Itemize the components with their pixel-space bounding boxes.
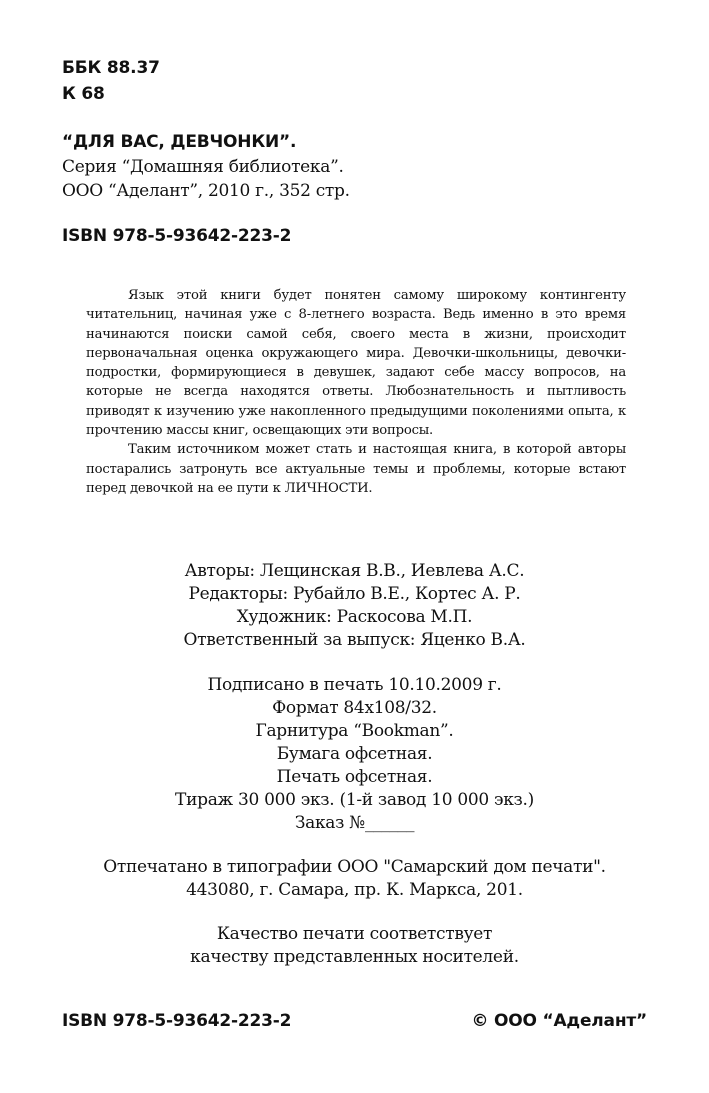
printer-line: Отпечатано в типографии ООО "Самарский дом печати". <box>103 857 606 877</box>
responsible-line: Ответственный за выпуск: Яценко В.А. <box>183 630 526 650</box>
copyright: © ООО “Аделант” <box>471 1011 647 1031</box>
order-line: Заказ №______ <box>294 813 415 833</box>
publisher-line: ООО “Аделант”, 2010 г., 352 стр. <box>62 181 350 201</box>
editors-line: Редакторы: Рубайло В.Е., Кортес А. Р. <box>188 584 521 604</box>
format-line: Формат 84x108/32. <box>272 698 437 718</box>
annotation <box>86 286 626 498</box>
book-title: “ДЛЯ ВАС, ДЕВЧОНКИ”. <box>62 132 297 152</box>
isbn-top: ISBN 978-5-93642-223-2 <box>62 226 292 246</box>
series-line: Серия “Домашняя библиотека”. <box>62 157 344 177</box>
quality-line-1: Качество печати соответствует <box>216 924 493 944</box>
bbk-code: ББК 88.37 <box>62 58 160 78</box>
signed-line: Подписано в печать 10.10.2009 г. <box>207 675 502 695</box>
author-mark: К 68 <box>62 84 105 104</box>
annotation-paragraph: Таким источником может стать и настоящая книга, в которой авторы постарались затронуть все актуальные темы и проблемы, которые встают перед девочкой на ее пути к ЛИЧНОСТИ. <box>86 442 626 496</box>
annotation-paragraph: Язык этой книги будет понятен самому широкому контингенту читательниц, начиная уже с 8-летнего возраста. Ведь именно в это время начинаются поиски самой себя, своего места в жизни, происходит первоначальная оценка окружающего мира. Девочки-школьницы, девочки-подростки, формирующиеся в девушек, задают себе массу вопросов, на которые не всегда находятся ответы. Любознательность и пытливость приводят к изучению уже накопленного предыдущими поколениями опыта, к прочтению массы книг, освещающих эти вопросы. <box>86 288 626 439</box>
printing-line: Печать офсетная. <box>276 767 433 787</box>
paper-line: Бумага офсетная. <box>276 744 433 764</box>
isbn-bottom: ISBN 978-5-93642-223-2 <box>62 1011 292 1031</box>
circulation-line: Тираж 30 000 экз. (1-й завод 10 000 экз.) <box>175 790 534 810</box>
quality-line-2: качеству представленных носителей. <box>190 947 519 967</box>
printer-address: 443080, г. Самара, пр. К. Маркса, 201. <box>186 880 523 900</box>
authors-line: Авторы: Лещинская В.В., Иевлева А.С. <box>184 561 525 581</box>
typeface-line: Гарнитура “Bookman”. <box>255 721 454 741</box>
artist-line: Художник: Раскосова М.П. <box>236 607 473 627</box>
